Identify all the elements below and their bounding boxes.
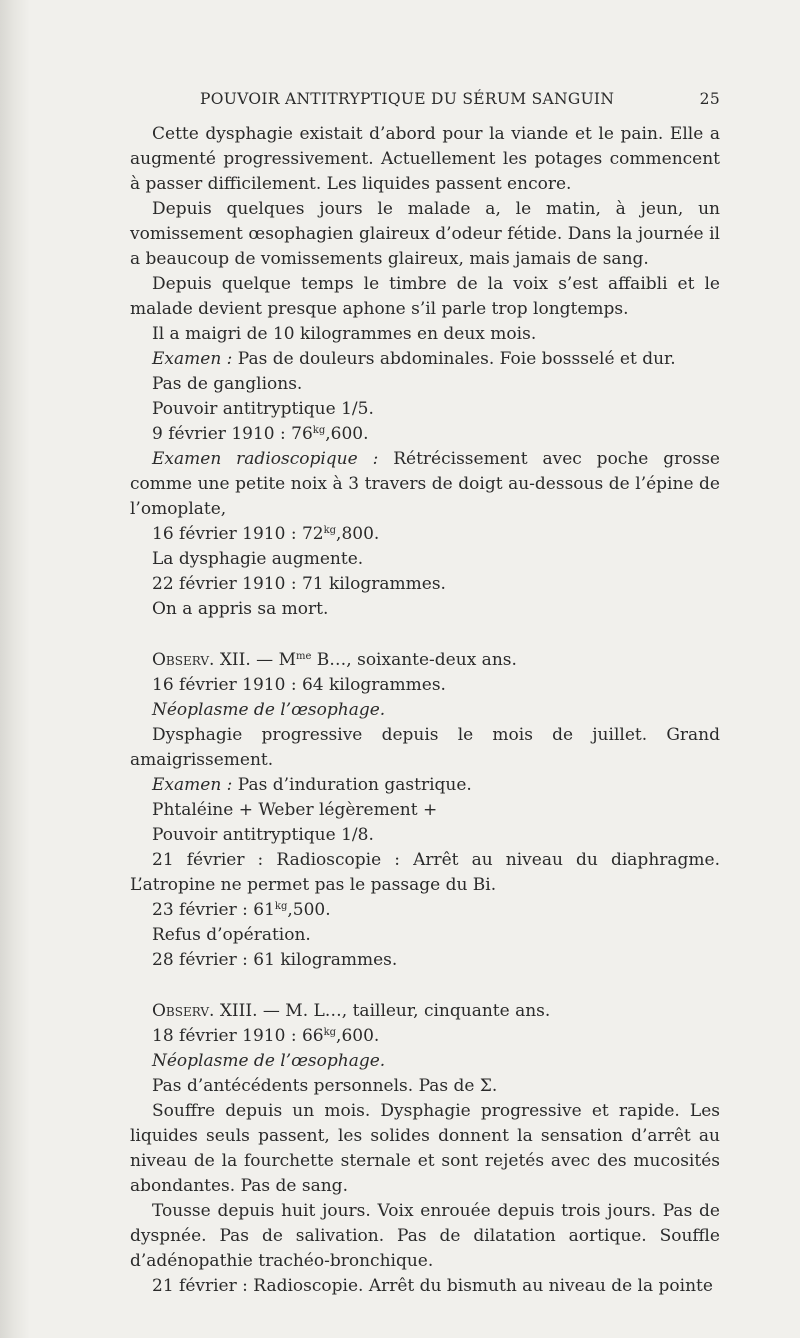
paragraph: Tousse depuis huit jours. Voix enrouée depuis trois jours. Pas de dyspnée. Pas de salivation. Pas de dilatation aortique. Souffle d’adénopathie trachéo-bronchique. [130, 1201, 720, 1271]
paragraph-weight: 18 février 1910 : $66^{kg},600$. [152, 1026, 380, 1046]
diagnosis: Néoplasme de l’œsophage. [152, 1051, 386, 1071]
paragraph: Pas de ganglions. [152, 374, 303, 394]
paragraph: La dysphagie augmente. [152, 549, 364, 569]
paragraph: Pouvoir antitryptique 1/5. [152, 399, 374, 419]
paragraph: 16 février 1910 : 64 kilogrammes. [152, 675, 446, 695]
unit-kg: kg [312, 425, 326, 436]
paragraph-examen [130, 347, 720, 372]
radio-text: Rétrécissement avec poche grosse comme une petite noix à 3 travers de doigt au-dessous de l’épine de l’omoplate, [130, 449, 720, 519]
observ-label: Observ. [152, 650, 215, 670]
book-page [130, 90, 720, 1299]
paragraph: Depuis quelque temps le timbre de la voix s’est affaibli et le malade devient presque aphone s’il parle trop longtemps. [130, 274, 720, 319]
weight-date: 9 février 1910 : 76 [152, 424, 313, 444]
paragraph: Depuis quelques jours le malade a, le matin, à jeun, un vomissement œsophagien glaireux d’odeur fétide. Dans la journée il a beaucoup de vomissements glaireux, mais jamais de sang. [130, 199, 720, 269]
paragraph: 21 février : Radioscopie. Arrêt du bismuth au niveau de la pointe [152, 1276, 713, 1296]
page-number: 25 [699, 90, 720, 108]
observation-xii [130, 648, 720, 973]
paragraph-weight [130, 422, 720, 447]
running-title: POUVOIR ANTITRYPTIQUE DU SÉRUM SANGUIN [200, 90, 615, 108]
observ-label: Observ. [152, 1001, 215, 1021]
page-edge-shadow [0, 0, 30, 1338]
weight-decimal: ,800. [336, 524, 380, 544]
paragraph: 22 février 1910 : 71 kilogrammes. [152, 574, 446, 594]
paragraph: Pouvoir antitryptique 1/8. [152, 825, 374, 845]
paragraph: Souffre depuis un mois. Dysphagie progressive et rapide. Les liquides seuls passent, les solides donnent la sensation d’arrêt au niveau de la fourchette sternale et sont rejetés avec des mucosités abondantes. Pas de sang. [130, 1101, 720, 1196]
paragraph: On a appris sa mort. [152, 599, 329, 619]
running-header [130, 90, 720, 120]
paragraph-weight: 23 février : $61^{kg},500$. [152, 900, 331, 920]
paragraph-radio [130, 447, 720, 522]
section-continuation [130, 122, 720, 622]
paragraph: Phtaléine + Weber légèrement + [152, 800, 438, 820]
paragraph-weight [130, 522, 720, 547]
observation-xiii [130, 999, 720, 1299]
paragraph: 21 février : Radioscopie : Arrêt au niveau du diaphragme. L’atropine ne permet pas le passage du Bi. [130, 850, 720, 895]
paragraph: Dysphagie progressive depuis le mois de juillet. Grand amaigrissement. [130, 725, 720, 770]
paragraph: Refus d’opération. [152, 925, 311, 945]
examen-label: Examen : [152, 349, 233, 369]
paragraph: Cette dysphagie existait d’abord pour la viande et le pain. Elle a augmenté progressivement. Actuellement les potages commencent à passer difficilement. Les liquides passent encore. [130, 124, 720, 194]
weight-date: 16 février 1910 : 72 [152, 524, 324, 544]
weight-decimal: ,600. [325, 424, 369, 444]
examen-text: Pas de douleurs abdominales. Foie bossselé et dur. [232, 349, 676, 369]
paragraph-examen: Examen : Pas d’induration gastrique. [152, 775, 472, 795]
paragraph: Il a maigri de 10 kilogrammes en deux mois. [152, 324, 537, 344]
observation-heading: Observ. XII. — $M^{me}$ B…, soixante-deux ans. [152, 650, 517, 670]
radio-label: Examen radioscopique : [152, 449, 379, 469]
paragraph: Pas d’antécédents personnels. Pas de Σ. [152, 1076, 498, 1096]
unit-kg: kg [323, 525, 337, 536]
diagnosis: Néoplasme de l’œsophage. [152, 700, 386, 720]
paragraph: 28 février : 61 kilogrammes. [152, 950, 398, 970]
observation-heading: Observ. XIII. — M. L…, tailleur, cinquante ans. [152, 1001, 551, 1021]
examen-label: Examen : [152, 775, 233, 795]
